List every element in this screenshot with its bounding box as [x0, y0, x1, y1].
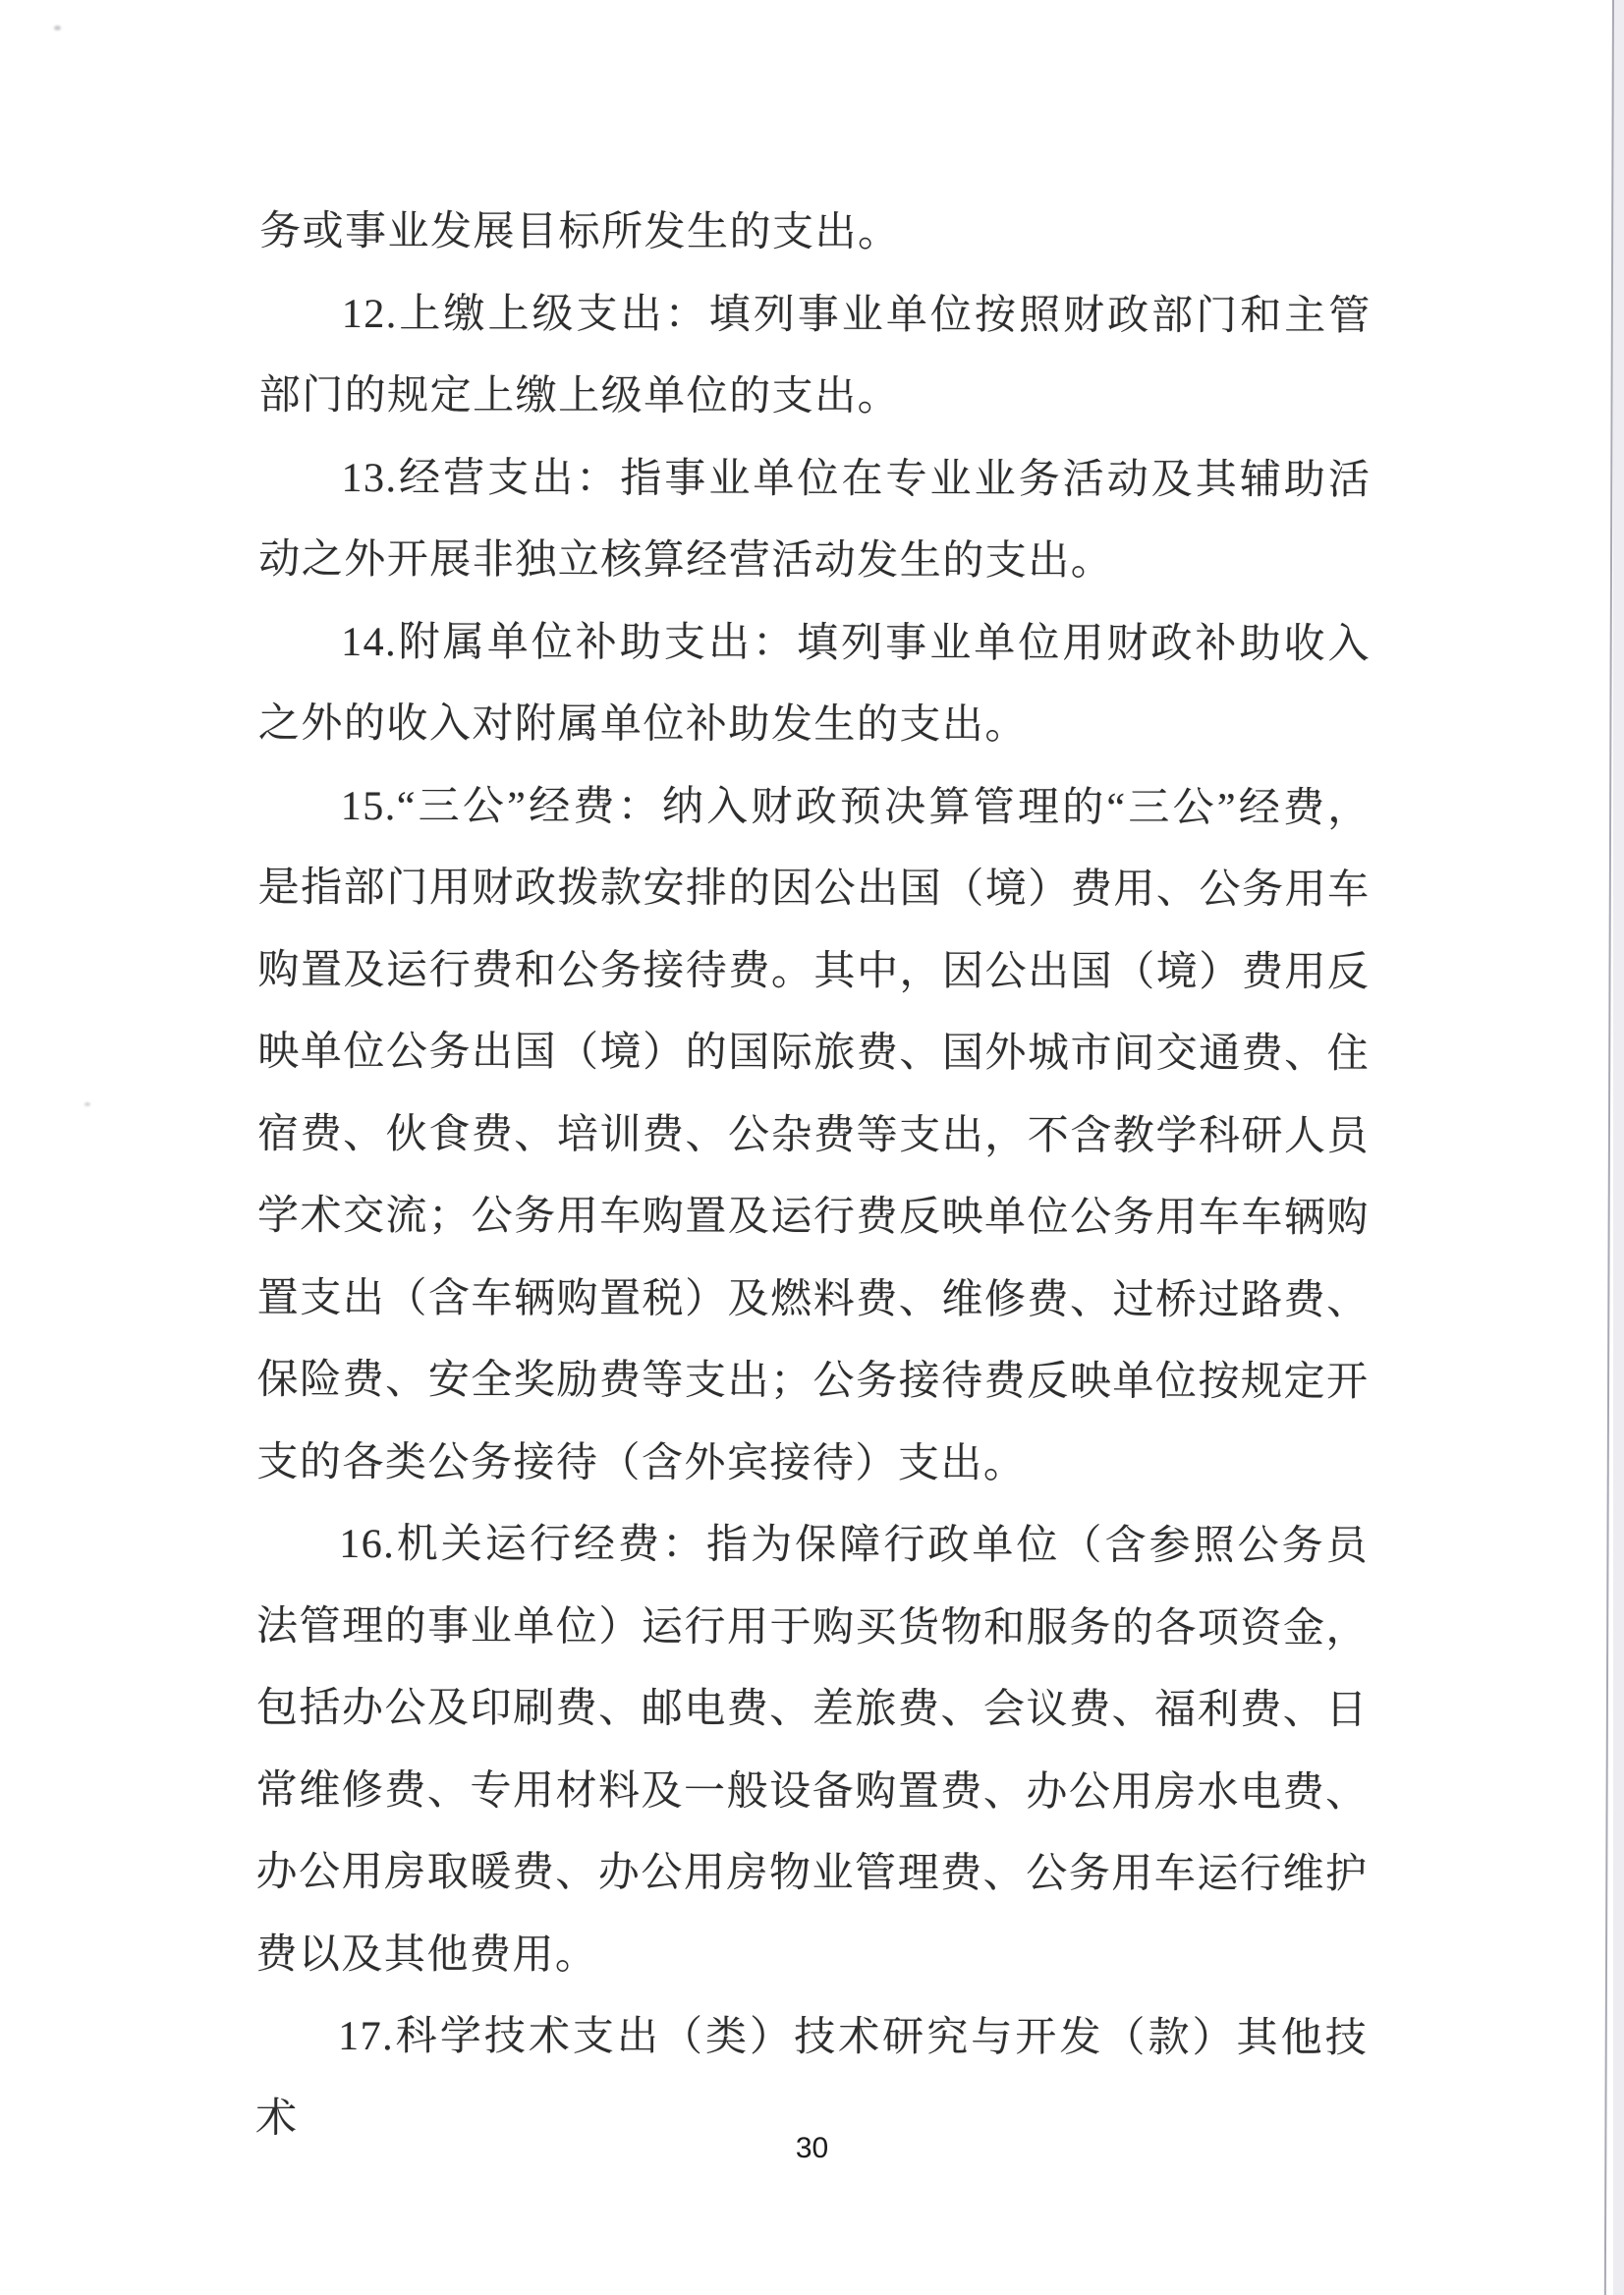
scan-edge-band-artifact	[1613, 0, 1624, 2295]
document-body	[255, 192, 1372, 2162]
paragraph-item-17: 17.科学技术支出（类）技术研究与开发（款）其他技术	[254, 2013, 1369, 2142]
paragraph-continuation: 务或事业发展目标所发生的支出。	[258, 208, 901, 256]
paragraph-item-14: 14.附属单位补助支出：填列事业单位用财政补助收入之外的收入对附属单位补助发生的支出。	[257, 619, 1372, 749]
scan-speck-artifact	[84, 1102, 90, 1106]
paragraph-item-13: 13.经营支出：指事业单位在专业业务活动及其辅助活动之外开展非独立核算经营活动发生的支出。	[258, 455, 1372, 585]
page-number: 30	[795, 2132, 829, 2164]
scan-speck-artifact	[54, 26, 61, 30]
paragraph-item-16: 16.机关运行经费：指为保障行政单位（含参照公务员法管理的事业单位）运行用于购买货物和服务的各项资金，包括办公及印刷费、邮电费、差旅费、会议费、福利费、日常维修费、专用材料及一般设备购置费、办公用房水电费、办公用房取暖费、办公用房物业管理费、公务用车运行维护费以及其他费用。	[255, 1521, 1370, 1979]
paragraph-item-15: 15.“三公”经费：纳入财政预决算管理的“三公”经费，是指部门用财政拨款安排的因公出国（境）费用、公务用车购置及运行费和公务接待费。其中，因公出国（境）费用反映单位公务出国（境）的国际旅费、国外城市间交通费、住宿费、伙食费、培训费、公杂费等支出，不含教学科研人员学术交流；公务用车购置及运行费反映单位公务用车车辆购置支出（含车辆购置税）及燃料费、维修费、过桥过路费、保险费、安全奖励费等支出；公务接待费反映单位按规定开支的各类公务接待（含外宾接待）支出。	[256, 783, 1371, 1486]
paragraph-item-12: 12.上缴上级支出：填列事业单位按照财政部门和主管部门的规定上缴上级单位的支出。	[258, 291, 1372, 420]
